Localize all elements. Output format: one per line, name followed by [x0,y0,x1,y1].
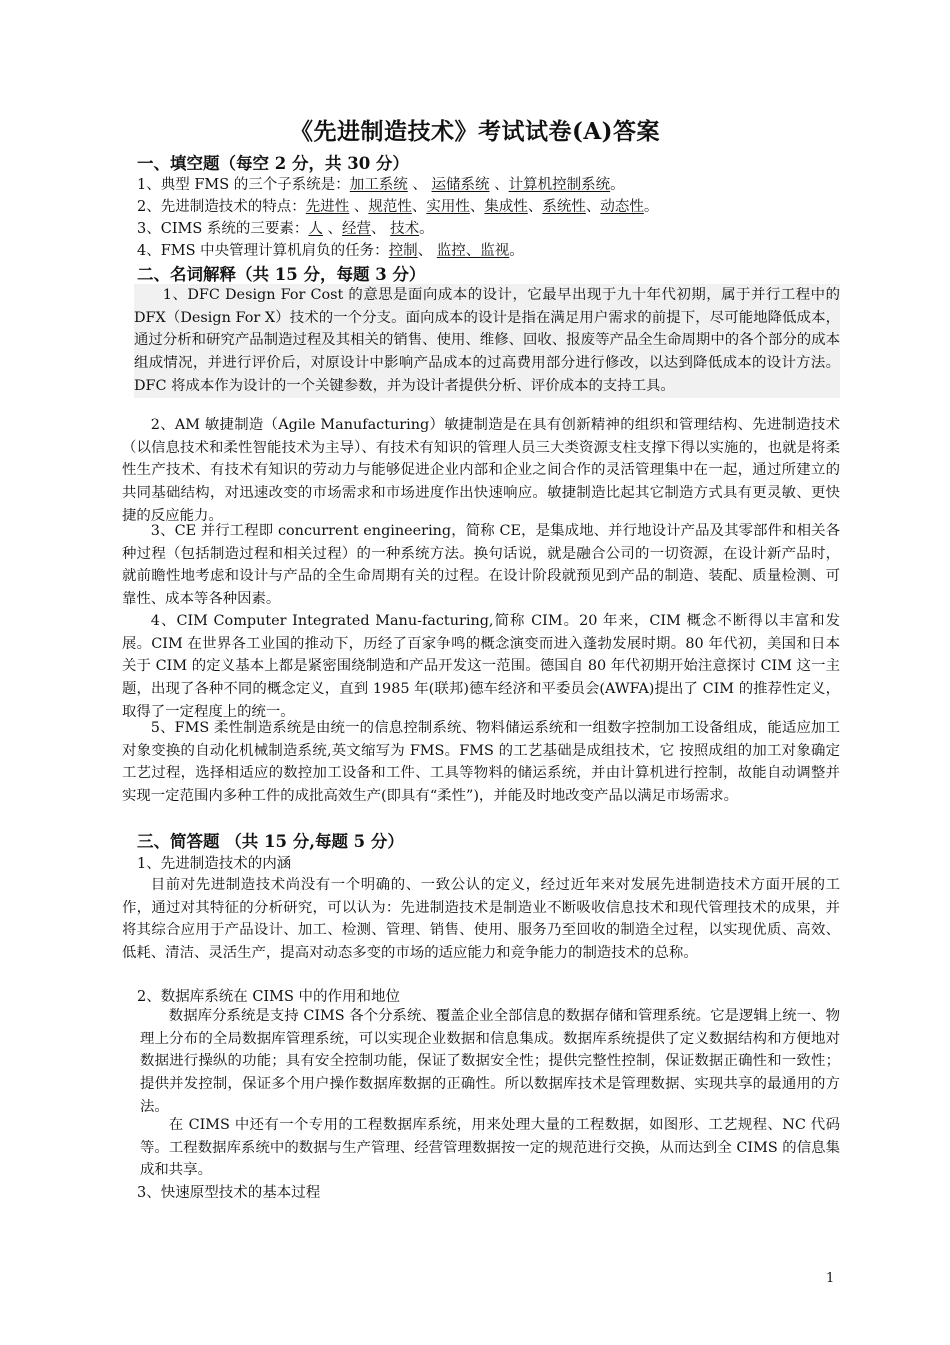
fill-q3-sep1: 、 [322,221,343,237]
fill-q3-answer2: 经营 [342,221,372,237]
fill-q3-sep2: 、 [371,221,391,237]
fill-q2-answer6: 动态性 [600,199,644,215]
fill-q1-answer1: 加工系统 [349,177,408,193]
fill-q4-answer1: 控制 [388,243,418,259]
fill-q1-answer2: 运储系统 [431,177,490,193]
page-number: 1 [826,1271,835,1286]
short-q3-title: 3、快速原型技术的基本过程 [137,1185,321,1201]
fill-q2-answer3: 实用性 [426,199,470,215]
fill-q2-answer5: 系统性 [542,199,586,215]
fill-q1 [137,173,625,194]
fill-q2-prefix: 2、先进制造技术的特点： [137,199,306,215]
short-q1-answer: 目前对先进制造技术尚没有一个明确的、一致公认的定义，经过近年来对发展先进制造技术方面开展的工作，通过对其特征的分析研究，可以认为：先进制造技术是制造业不断吸收信息技术和现代管理技术的成果，并将其综合应用于产品设计、加工、检测、管理、销售、使用、服务乃至回收的制造全过程，以实现优质、高效、低耗、清洁、灵活生产，提高对动态多变的市场的适应能力和竞争能力的制造技术的总称。 [122,877,840,962]
fill-q3-answer1: 人 [308,221,323,237]
short-q2-answer-p1: 数据库分系统是支持 CIMS 各个分系统、覆盖企业全部信息的数据存储和管理系统。它是逻辑上统一、物理上分布的全局数据库管理系统，可以实现企业数据和信息集成。数据库系统提供了定义数据结构和方便地对数据进行操纵的功能；具有安全控制功能，保证了数据安全性；提供完整性控制，保证数据正确性和一致性；提供并发控制，保证多个用户操作数据库数据的正确性。所以数据库技术是管理数据、实现共享的最通用的方法。 [140,1008,840,1115]
fill-q2-answer1: 先进性 [305,199,350,215]
fill-q4-prefix: 4、FMS 中央管理计算机肩负的任务： [137,243,389,259]
fill-q4-answer2: 监控、监视 [436,243,510,259]
fill-q2-sep4: 、 [527,199,543,215]
fill-q2-sep3: 、 [469,199,485,215]
page-title: 《先进制造技术》考试试卷(A)答案 [289,118,661,145]
fill-q3-prefix: 3、CIMS 系统的三要素： [137,221,309,237]
fill-q4-end: 。 [509,243,524,259]
section2-heading: 二、名词解释（共 15 分，每题 3 分） [137,265,426,284]
fill-q2-answer4: 集成性 [484,199,528,215]
fill-q4 [137,239,524,260]
fill-q1-answer3: 计算机控制系统 [508,177,611,193]
term-ce-paragraph: 3、CE 并行工程即 concurrent engineering，简称 CE，是集成地、并行地设计产品及其零部件和相关各种过程（包括制造过程和相关过程）的一种系统方法。换句话说，就是融合公司的一切资源，在设计新产品时，就前瞻性地考虑和设计与产品的全生命周期有关的过程。在设计阶段就预见到产品的制造、装配、质量检测、可靠性、成本等各种因素。 [122,523,840,608]
term-dfc-paragraph: 1、DFC Design For Cost 的意思是面向成本的设计，它最早出现于九十年代初期，属于并行工程中的 DFX（Design For X）技术的一个分支。面向成本的设计是指在满足用户需求的前提下，尽可能地降低成本，通过分析和研究产品制造过程及其相关的销售、使用、维修、回收、报废等产品全生命周期中的各个部分的成本组成情况，并进行评价后，对原设计中影响产品成本的过高费用部分进行修改，以达到降低成本的设计方法。DFC 将成本作为设计的一个关键参数，并为设计者提供分析、评价成本的支持工具。 [134,284,840,398]
section1-heading: 一、填空题（每空 2 分，共 30 分） [137,154,409,173]
short-q2-title: 2、数据库系统在 CIMS 中的作用和地位 [137,989,401,1005]
fill-q1-end: 。 [610,177,625,193]
short-q2-answer-p2: 在 CIMS 中还有一个专用的工程数据库系统，用来处理大量的工程数据，如图形、工艺规程、NC 代码等。工程数据库系统中的数据与生产管理、经营管理数据按一定的规范进行交换，从而达到全 CIMS 的信息集成和共享。 [140,1117,840,1179]
section3-heading: 三、简答题 （共 15 分,每题 5 分） [137,832,404,851]
fill-q2-sep2: 、 [411,199,427,215]
fill-q1-sep2: 、 [489,177,509,193]
fill-q2 [137,195,658,216]
fill-q2-end: 。 [643,199,659,215]
fill-q2-sep5: 、 [585,199,601,215]
fill-q2-sep1: 、 [349,199,369,215]
term-am-paragraph: 2、AM 敏捷制造（Agile Manufacturing）敏捷制造是在具有创新精神的组织和管理结构、先进制造技术（以信息技术和柔性智能技术为主导）、有技术有知识的管理人员三大类资源支柱支撑下得以实施的，也就是将柔性生产技术、有技术有知识的劳动力与能够促进企业内部和企业之间合作的灵活管理集中在一起，通过所建立的共同基础结构，对迅速改变的市场需求和市场进度作出快速响应。敏捷制造比起其它制造方式具有更灵敏、更快捷的反应能力。 [122,417,840,524]
fill-q3-answer3: 技术 [390,221,420,237]
fill-q1-sep1: 、 [407,177,432,193]
short-q1-title: 1、先进制造技术的内涵 [137,856,292,872]
fill-q4-sep1: 、 [417,243,437,259]
term-fms-paragraph: 5、FMS 柔性制造系统是由统一的信息控制系统、物料储运系统和一组数字控制加工设备组成，能适应加工对象变换的自动化机械制造系统,英文缩写为 FMS。FMS 的工艺基础是成组技术，它 按照成组的加工对象确定工艺过程，选择相适应的数控加工设备和工件、工具等物料的储运系统，并由计算机进行控制，故能自动调整并实现一定范围内多种工件的成批高效生产(即具有“柔性”)，并能及时地改变产品以满足市场需求。 [122,720,840,805]
fill-q3 [137,217,434,238]
fill-q3-end: 。 [419,221,434,237]
fill-q2-answer2: 规范性 [368,199,412,215]
term-cim-paragraph: 4、CIM Computer Integrated Manu-facturing,简称 CIM。20 年来，CIM 概念不断得以丰富和发展。CIM 在世界各工业国的推动下，历经了百家争鸣的概念演变而进入蓬勃发展时期。80 年代初，美国和日本关于 CIM 的定义基本上都是紧密围绕制造和产品开发这一范围。德国自 80 年代初期开始注意探讨 CIM 这一主题，出现了各种不同的概念定义，直到 1985 年(联邦)德车经济和平委员会(AWFA)提出了 CIM 的推荐性定义，取得了一定程度上的统一。 [122,613,840,720]
fill-q1-prefix: 1、典型 FMS 的三个子系统是： [137,177,350,193]
